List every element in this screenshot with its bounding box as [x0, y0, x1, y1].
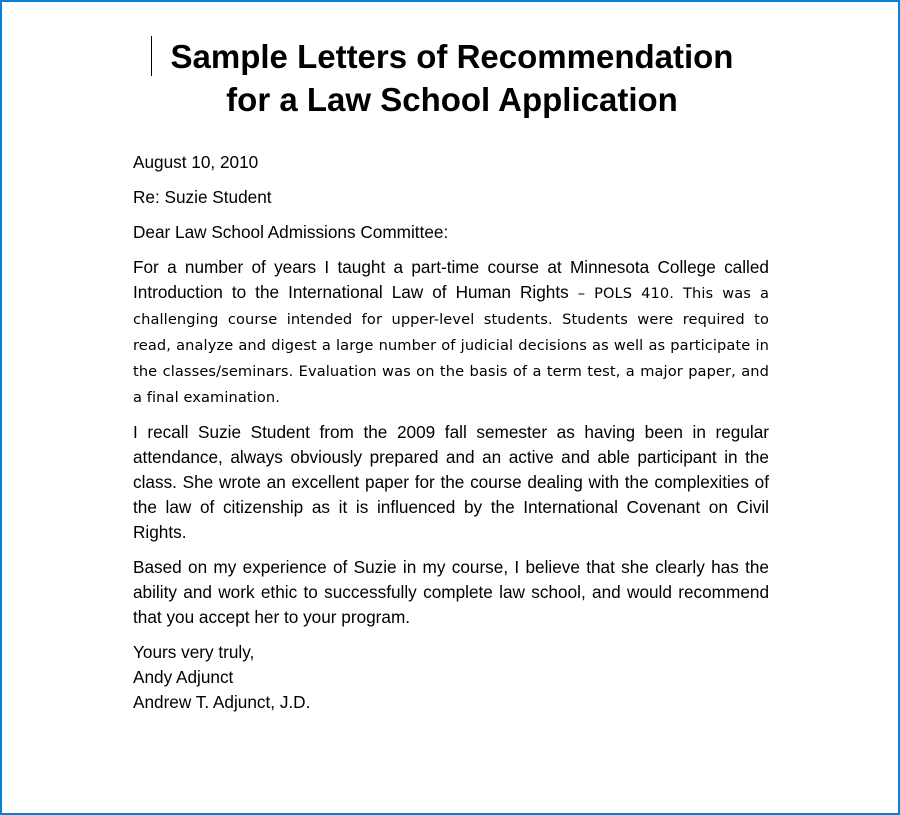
signature-block — [133, 640, 769, 715]
letter-body — [133, 150, 769, 725]
document-title — [2, 35, 900, 121]
paragraph-1-small-text: – POLS 410. This was a challenging course intended for upper-level students. Students were required to read, analyze and digest a large number of judicial decisions as well as participate in the classes/seminars. Evaluation was on the basis of a term test, a major paper, and a final examination. — [133, 285, 769, 406]
paragraph-1 — [133, 255, 769, 410]
signature-full-name: Andrew T. Adjunct, J.D. — [133, 692, 311, 712]
title-line-2: for a Law School Application — [226, 81, 678, 118]
letter-date: August 10, 2010 — [133, 152, 259, 172]
paragraph-3: Based on my experience of Suzie in my course, I believe that she clearly has the ability and work ethic to successfully complete law school, and would recommend that you accept her to your program. — [133, 557, 769, 627]
signature-name: Andy Adjunct — [133, 667, 234, 687]
closing-line: Yours very truly, — [133, 642, 255, 662]
letter-salutation: Dear Law School Admissions Committee: — [133, 222, 449, 242]
paragraph-2: I recall Suzie Student from the 2009 fall semester as having been in regular attendance, always obviously prepared and an active and able participant in the class. She wrote an excellent paper for the course dealing with the complexities of the law of citizenship as it is influenced by the International Covenant on Civil Rights. — [133, 422, 769, 542]
letter-re-line: Re: Suzie Student — [133, 187, 272, 207]
title-line-1: Sample Letters of Recommendation — [170, 38, 734, 75]
paragraph-1-main-text: For a number of years I taught a part-time course at Minnesota College called Introduction to the International Law of Human Rights — [133, 257, 769, 302]
